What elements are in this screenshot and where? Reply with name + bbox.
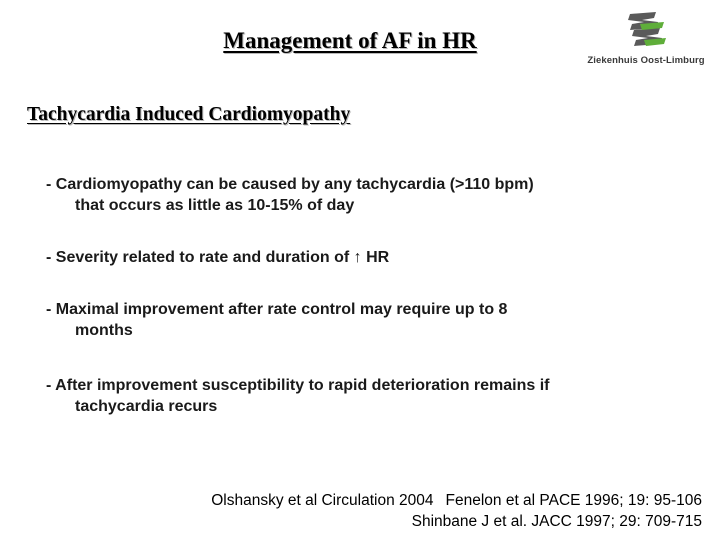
bullet-line-continued: that occurs as little as 10-15% of day	[75, 197, 355, 214]
bullet-item	[46, 375, 550, 417]
logo-text: Ziekenhuis Oost-Limburg	[587, 55, 705, 66]
bullet-line-continued: months	[75, 322, 133, 339]
bullet-text: - Severity related to rate and duration of	[46, 249, 354, 266]
bullet-item	[46, 174, 534, 216]
reference-line	[211, 490, 702, 511]
bullet-line: - Maximal improvement after rate control may require up to 8	[46, 301, 508, 318]
reference-shinbane: Shinbane J et al. JACC 1997; 29: 709-715	[411, 513, 702, 530]
bullet-line-continued: tachycardia recurs	[75, 398, 218, 415]
bullet-item	[46, 299, 507, 341]
zol-logo-mark	[624, 10, 668, 52]
bullet-line: - Cardiomyopathy can be caused by any tachycardia (>110 bpm)	[46, 176, 534, 193]
up-arrow-icon: ↑	[353, 249, 362, 266]
section-subtitle: Tachycardia Induced Cardiomyopathy	[27, 104, 351, 125]
bullet-item	[46, 247, 389, 268]
reference-fenelon: Fenelon et al PACE 1996; 19: 95-106	[445, 492, 702, 509]
bullet-text-end: HR	[361, 249, 390, 266]
bullet-line: - After improvement susceptibility to rapid deterioration remains if	[46, 377, 550, 394]
reference-olshansky: Olshansky et al Circulation 2004	[211, 492, 434, 509]
slide-title: Management of AF in HR	[223, 28, 477, 53]
hospital-logo	[578, 10, 714, 70]
references	[211, 490, 702, 532]
